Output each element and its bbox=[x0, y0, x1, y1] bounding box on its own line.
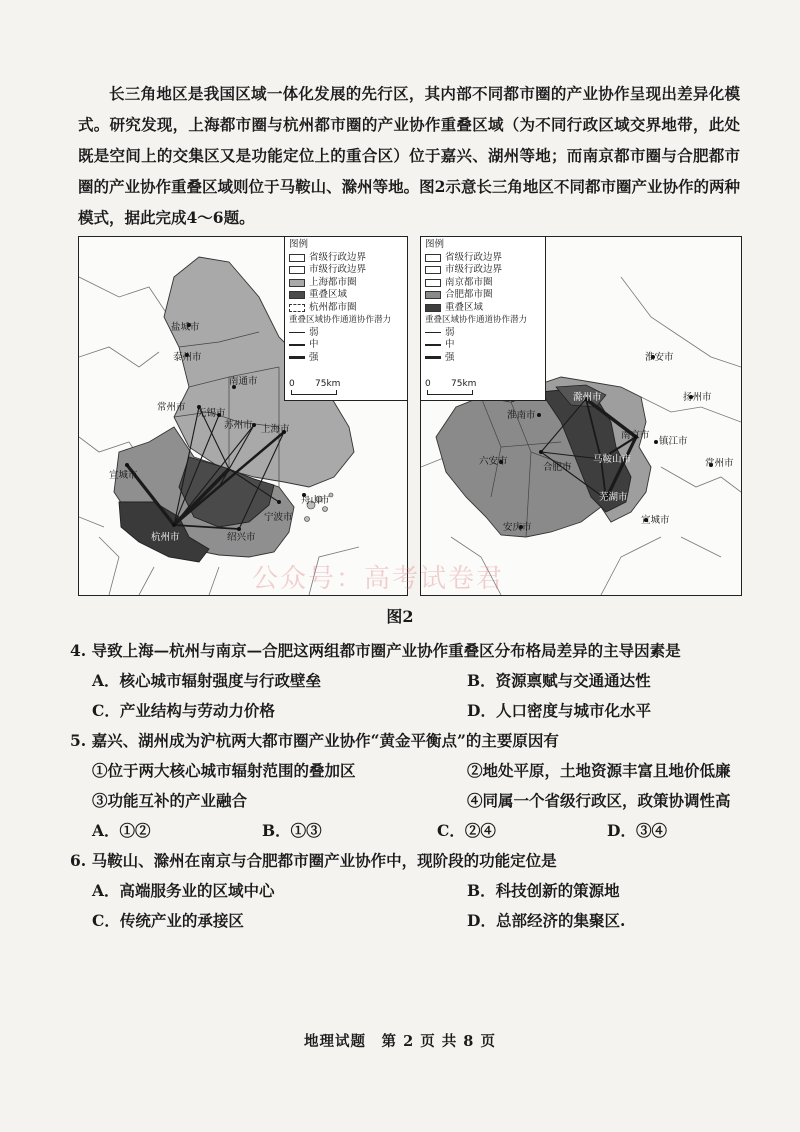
legend-item: 重叠区域 bbox=[309, 289, 348, 300]
city-label: 淮安市 bbox=[645, 352, 674, 363]
question-text: 马鞍山、滁州在南京与合肥都市圈产业协作中，现阶段的功能定位是 bbox=[91, 851, 557, 870]
province-boundary-swatch bbox=[425, 254, 441, 262]
scale-bar bbox=[289, 380, 405, 396]
city-label: 南京市 bbox=[621, 430, 650, 441]
city-label: 合肥市 bbox=[543, 462, 572, 473]
city-label: 马鞍山市 bbox=[593, 454, 632, 465]
question-number: 4. bbox=[70, 641, 87, 660]
city-label: 六安市 bbox=[479, 456, 508, 467]
scale-label: 75km bbox=[451, 379, 477, 389]
city-label: 舟山市 bbox=[301, 495, 330, 506]
overlap-swatch bbox=[289, 291, 305, 299]
question-5 bbox=[70, 726, 750, 846]
city-label: 无锡市 bbox=[197, 408, 226, 419]
medium-line-swatch bbox=[425, 344, 441, 346]
scale-zero: 0 bbox=[289, 379, 295, 389]
legend-item: 省级行政边界 bbox=[309, 251, 367, 263]
left-map-legend bbox=[284, 237, 408, 401]
weak-line-swatch bbox=[425, 332, 441, 333]
question-stem bbox=[70, 846, 750, 876]
city-label: 扬州市 bbox=[683, 392, 712, 403]
question-stem bbox=[70, 636, 750, 666]
strength-level: 弱 bbox=[309, 326, 319, 338]
weak-line-swatch bbox=[289, 332, 305, 333]
city-boundary-swatch bbox=[425, 266, 441, 274]
scale-label: 75km bbox=[315, 379, 341, 389]
city-label: 宁波市 bbox=[264, 512, 293, 523]
question-stem bbox=[70, 726, 750, 756]
options bbox=[70, 816, 750, 846]
question-text: 嘉兴、湖州成为沪杭两大都市圈产业协作“黄金平衡点”的主要原因有 bbox=[91, 731, 559, 750]
city-label: 杭州市 bbox=[151, 532, 180, 543]
strength-title: 重叠区域协作通道协作潜力 bbox=[425, 315, 528, 325]
city-label: 安庆市 bbox=[503, 522, 532, 533]
option-b[interactable]: B．科技创新的策源地 bbox=[467, 881, 620, 900]
scale-zero: 0 bbox=[425, 379, 431, 389]
city-label: 泰州市 bbox=[173, 352, 202, 363]
legend-item: 市级行政边界 bbox=[309, 264, 367, 275]
city-boundary-swatch bbox=[289, 266, 305, 274]
shanghai-metro-swatch bbox=[289, 279, 305, 287]
city-label: 上海市 bbox=[261, 424, 290, 435]
legend-item: 重叠区域 bbox=[445, 301, 484, 313]
statements bbox=[70, 756, 750, 816]
statement-1: ①位于两大核心城市辐射范围的叠加区 bbox=[92, 761, 356, 780]
shanghai-hangzhou-map bbox=[78, 236, 408, 596]
question-4 bbox=[70, 636, 750, 726]
legend-item: 市级行政边界 bbox=[445, 264, 503, 275]
city-label: 常州市 bbox=[157, 402, 186, 413]
legend-title: 图例 bbox=[289, 239, 309, 250]
city-label: 南通市 bbox=[229, 376, 258, 387]
nanjing-hefei-map bbox=[420, 236, 742, 596]
city-label: 盐城市 bbox=[171, 322, 200, 333]
city-label: 芜湖市 bbox=[599, 492, 628, 503]
question-text: 导致上海—杭州与南京—合肥这两组都市圈产业协作重叠区分布格局差异的主导因素是 bbox=[91, 641, 681, 660]
strength-level: 中 bbox=[445, 339, 455, 350]
figure-2 bbox=[78, 236, 740, 596]
option-c[interactable]: C．产业结构与劳动力价格 bbox=[92, 701, 275, 720]
question-number: 5. bbox=[70, 731, 87, 750]
city-label: 常州市 bbox=[705, 458, 734, 469]
legend-item: 合肥都市圈 bbox=[445, 289, 493, 300]
question-number: 6. bbox=[70, 851, 87, 870]
province-boundary-swatch bbox=[289, 254, 305, 262]
option-a[interactable]: A．高端服务业的区域中心 bbox=[92, 881, 275, 900]
city-label: 苏州市 bbox=[224, 420, 253, 431]
strength-level: 中 bbox=[309, 339, 319, 350]
page-footer: 地理试题 第 2 页 共 8 页 bbox=[304, 1033, 496, 1050]
figure-caption: 图2 bbox=[386, 607, 414, 626]
legend-title: 图例 bbox=[425, 239, 445, 250]
overlap-swatch bbox=[425, 304, 441, 312]
legend-item: 省级行政边界 bbox=[445, 251, 503, 263]
city-label: 滁州市 bbox=[573, 392, 602, 403]
strength-level: 强 bbox=[309, 351, 319, 363]
city-label: 宣城市 bbox=[641, 515, 670, 526]
legend-item: 杭州都市圈 bbox=[309, 301, 357, 313]
legend-item: 上海都市圈 bbox=[309, 276, 357, 288]
strength-level: 强 bbox=[445, 351, 455, 363]
city-label: 绍兴市 bbox=[227, 532, 256, 543]
strong-line-swatch bbox=[425, 356, 441, 359]
scale-bar-line bbox=[427, 390, 473, 395]
options bbox=[70, 876, 750, 936]
intro-paragraph: 长三角地区是我国区域一体化发展的先行区，其内部不同都市圈的产业协作呈现出差异化模式。研究发现，上海都市圈与杭州都市圈的产业协作重叠区域（为不同行政区域交界地带，此处既是空间上的交集区又是功能定位上的重合区）位于嘉兴、湖州等地；而南京都市圈与合肥都市圈的产业协作重叠区域则位于马鞍山、滁州等地。图2示意长三角地区不同都市圈产业协作的两种模式，据此完成4～6题。 bbox=[78, 84, 740, 227]
strong-line-swatch bbox=[289, 356, 305, 359]
city-label: 淮南市 bbox=[507, 410, 536, 421]
question-list bbox=[70, 636, 750, 936]
option-d[interactable]: D．总部经济的集聚区. bbox=[467, 911, 626, 930]
options bbox=[70, 666, 750, 726]
statement-3: ③功能互补的产业融合 bbox=[92, 791, 248, 810]
option-a[interactable]: A．核心城市辐射强度与行政壁垒 bbox=[92, 671, 322, 690]
strength-level: 弱 bbox=[445, 326, 455, 338]
statement-4: ④同属一个省级行政区，政策协调性高 bbox=[467, 791, 731, 810]
city-label: 镇江市 bbox=[659, 436, 688, 447]
statement-2: ②地处平原，土地资源丰富且地价低廉 bbox=[467, 761, 731, 780]
city-label: 宣城市 bbox=[109, 470, 138, 481]
strength-title: 重叠区域协作通道协作潜力 bbox=[289, 315, 392, 325]
legend-item: 南京都市圈 bbox=[445, 276, 493, 288]
option-b[interactable]: B．①③ bbox=[262, 821, 322, 840]
medium-line-swatch bbox=[289, 344, 305, 346]
scale-bar bbox=[425, 380, 541, 396]
hefei-metro-swatch bbox=[425, 291, 441, 299]
option-c[interactable]: C．传统产业的承接区 bbox=[92, 911, 244, 930]
option-a[interactable]: A．①② bbox=[92, 821, 151, 840]
right-map-legend bbox=[421, 237, 546, 401]
option-d[interactable]: D．人口密度与城市化水平 bbox=[467, 701, 651, 720]
scale-bar-line bbox=[291, 390, 337, 395]
hangzhou-metro-swatch bbox=[289, 304, 305, 312]
watermark: 公众号：高考试卷君 bbox=[252, 564, 505, 594]
nanjing-metro-swatch bbox=[425, 279, 441, 287]
option-d[interactable]: D．③④ bbox=[607, 821, 667, 840]
option-b[interactable]: B．资源禀赋与交通通达性 bbox=[467, 671, 651, 690]
option-c[interactable]: C．②④ bbox=[437, 821, 496, 840]
question-6 bbox=[70, 846, 750, 936]
